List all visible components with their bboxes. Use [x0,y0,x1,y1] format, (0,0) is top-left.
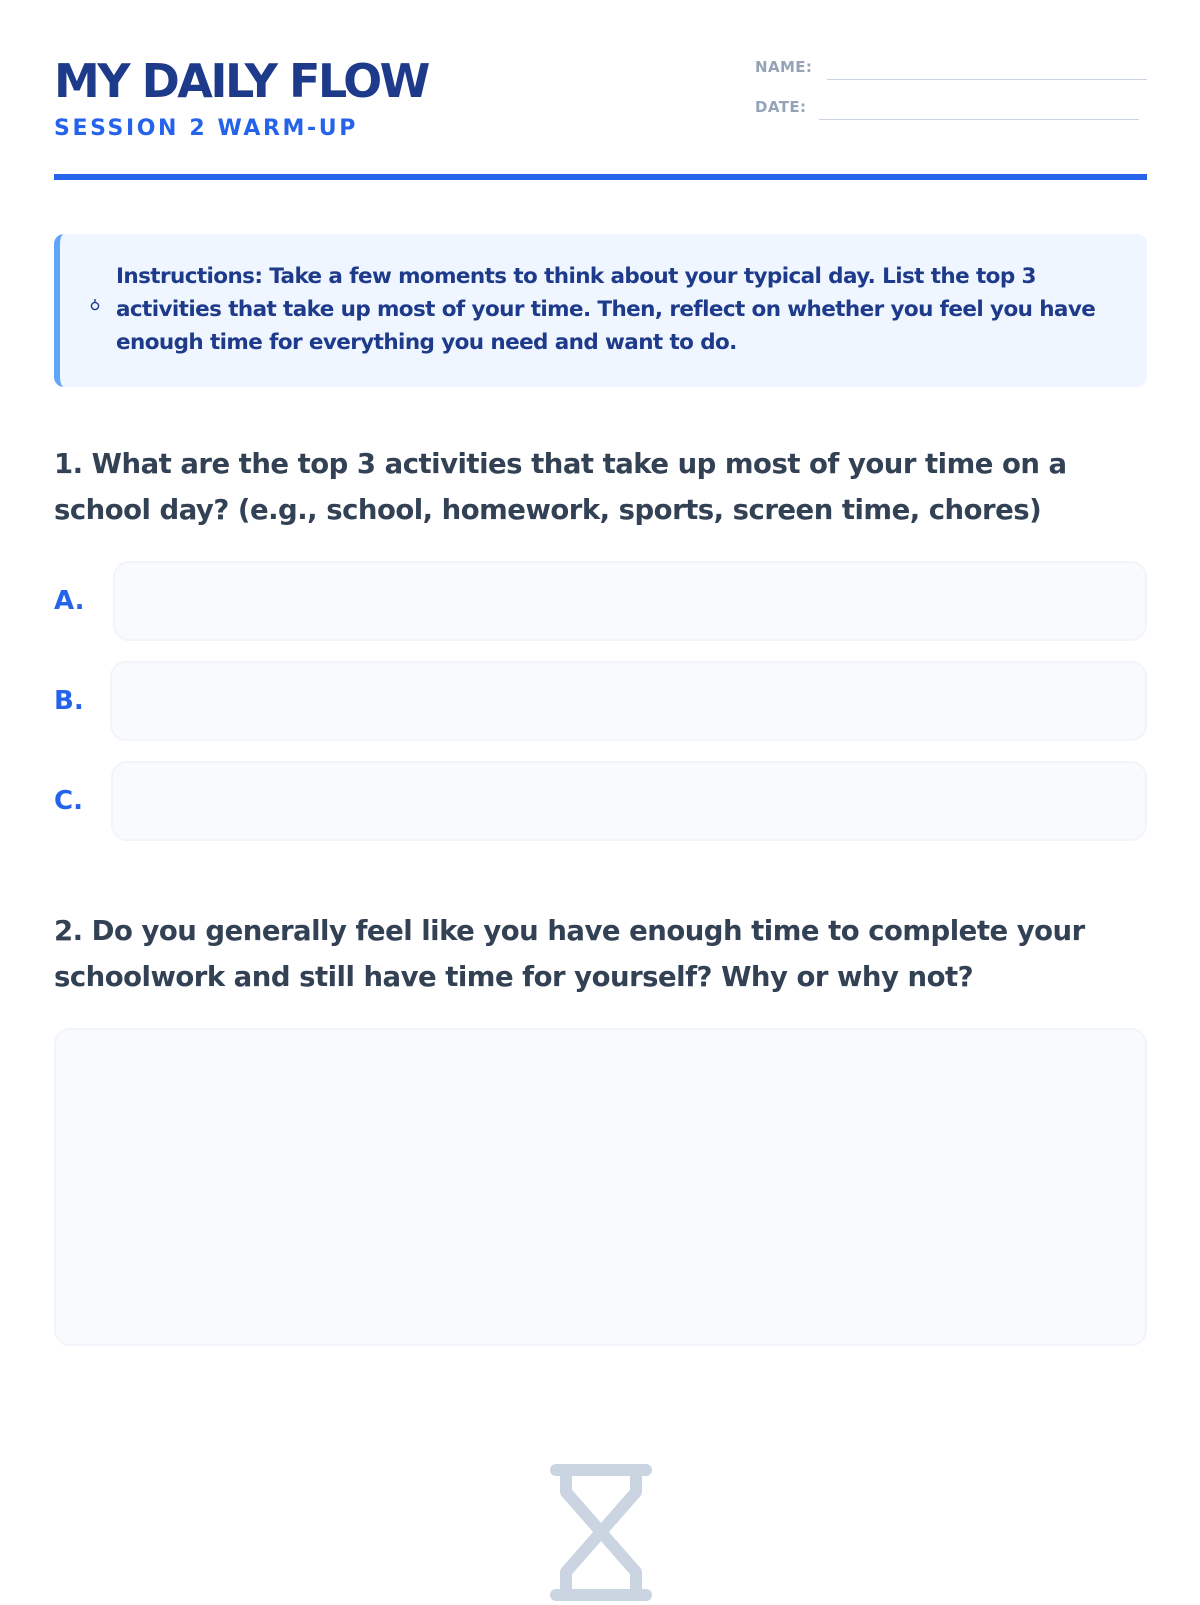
question-1: 1. What are the top 3 activities that take up most of your time on a school day? (e.g., school, homework, sports, screen time, chores) [54,448,1067,526]
reflection-answer-field[interactable] [54,1028,1147,1346]
date-line[interactable] [819,119,1139,120]
answer-field-b[interactable] [110,661,1147,741]
date-field[interactable] [755,96,1147,120]
question-2: 2. Do you generally feel like you have enough time to complete your schoolwork and still have time for yourself? Why or why not? [54,915,1085,993]
name-line[interactable] [827,79,1147,80]
answer-field-a[interactable] [113,561,1147,641]
instructions-text: Instructions: Take a few moments to think about your typical day. List the top 3 activities that take up most of your time. Then, reflect on whether you feel you have enough time for everything you need and want to do. [116,264,1096,355]
answer-field-c[interactable] [111,761,1147,841]
page-title: MY DAILY FLOW [54,54,428,108]
hourglass-icon [546,1460,656,1605]
page-subtitle: SESSION 2 WARM-UP [54,116,358,141]
date-label: DATE: [755,98,807,116]
header-divider [54,174,1147,180]
answer-letter-a: A. [54,586,85,616]
name-field[interactable] [755,56,1147,80]
answer-letter-b: B. [54,686,84,716]
answer-row-b [54,661,1147,741]
answer-row-c [54,761,1147,841]
name-label: NAME: [755,58,813,76]
answer-row-a [54,561,1147,641]
instructions-callout [54,234,1147,387]
answer-letter-c: C. [54,786,83,816]
info-icon [90,298,100,312]
